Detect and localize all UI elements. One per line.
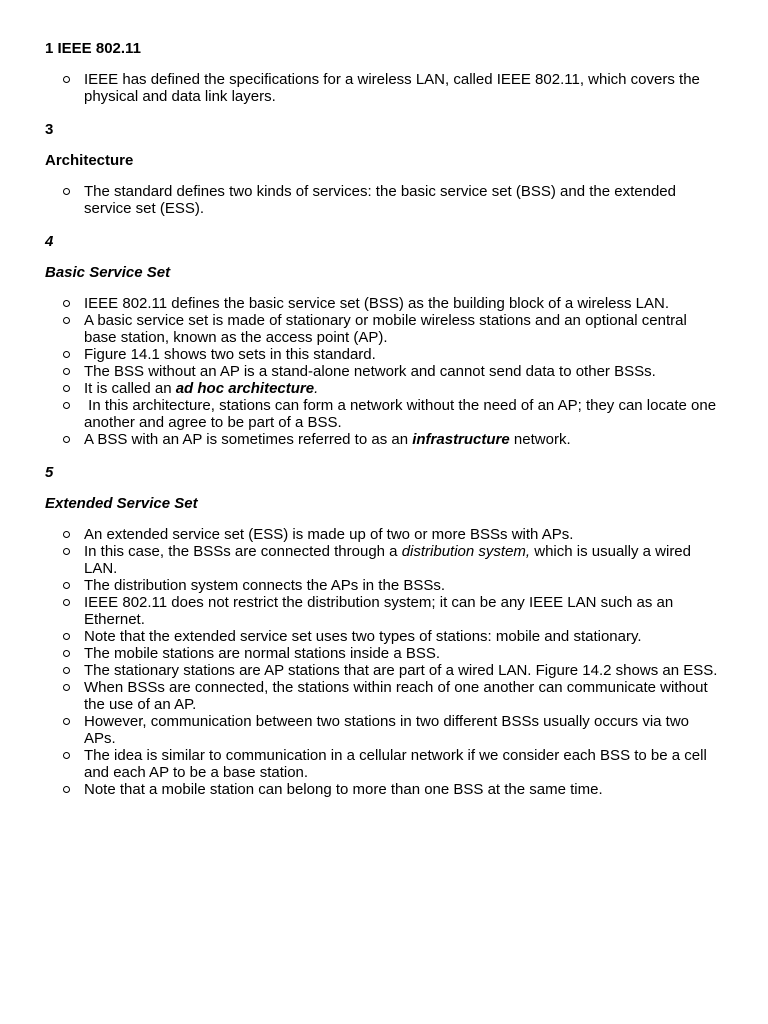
list-item: Figure 14.1 shows two sets in this standard. bbox=[84, 346, 723, 363]
section-heading-extended-service-set: Extended Service Set bbox=[45, 495, 198, 512]
emphasis-ad-hoc-architecture: ad hoc architecture bbox=[175, 380, 315, 397]
list-item-text: A BSS with an AP is sometimes referred to as an bbox=[84, 431, 413, 448]
list-item: Note that the extended service set uses two types of stations: mobile and stationary. bbox=[84, 628, 723, 645]
list-item-text: which is usually a wired LAN. bbox=[84, 543, 691, 577]
list-item bbox=[84, 431, 723, 448]
list-item: An extended service set (ESS) is made up of two or more BSSs with APs. bbox=[84, 526, 723, 543]
list-item-text: In this case, the BSSs are connected through a bbox=[84, 543, 402, 560]
list-item: The stationary stations are AP stations that are part of a wired LAN. Figure 14.2 shows an ESS. bbox=[84, 662, 723, 679]
list-item: However, communication between two stations in two different BSSs usually occurs via two APs. bbox=[84, 713, 723, 747]
list-item-text: network. bbox=[509, 431, 571, 448]
section-heading-ieee-802-11: 1 IEEE 802.11 bbox=[45, 40, 141, 57]
list-item-text: It is called an bbox=[84, 380, 176, 397]
section-number-4: 4 bbox=[45, 233, 54, 250]
list-item-text: . bbox=[314, 380, 319, 397]
emphasis-distribution-system: distribution system, bbox=[401, 543, 531, 560]
bullet-list-ieee bbox=[45, 71, 723, 105]
section-heading-basic-service-set: Basic Service Set bbox=[45, 264, 171, 281]
list-item: The standard defines two kinds of services: the basic service set (BSS) and the extended service set (ESS). bbox=[84, 183, 723, 217]
list-item: When BSSs are connected, the stations within reach of one another can communicate without the use of an AP. bbox=[84, 679, 723, 713]
bullet-list-architecture bbox=[45, 183, 723, 217]
list-item: The BSS without an AP is a stand-alone network and cannot send data to other BSSs. bbox=[84, 363, 723, 380]
list-item: IEEE has defined the specifications for a wireless LAN, called IEEE 802.11, which covers the physical and data link layers. bbox=[84, 71, 723, 105]
section-number-3: 3 bbox=[45, 121, 54, 138]
bullet-list-ess bbox=[45, 526, 723, 798]
list-item bbox=[84, 380, 723, 397]
list-item: In this architecture, stations can form a network without the need of an AP; they can locate one another and agree to be part of a BSS. bbox=[84, 397, 723, 431]
list-item: A basic service set is made of stationary or mobile wireless stations and an optional central base station, known as the access point (AP). bbox=[84, 312, 723, 346]
list-item: The mobile stations are normal stations inside a BSS. bbox=[84, 645, 723, 662]
list-item: IEEE 802.11 does not restrict the distribution system; it can be any IEEE LAN such as an Ethernet. bbox=[84, 594, 723, 628]
list-item bbox=[84, 543, 723, 577]
section-heading-architecture: Architecture bbox=[45, 152, 134, 169]
section-number-5: 5 bbox=[45, 464, 54, 481]
bullet-list-bss bbox=[45, 295, 723, 448]
list-item: IEEE 802.11 defines the basic service set (BSS) as the building block of a wireless LAN. bbox=[84, 295, 723, 312]
list-item: The idea is similar to communication in a cellular network if we consider each BSS to be a cell and each AP to be a base station. bbox=[84, 747, 723, 781]
list-item: The distribution system connects the APs in the BSSs. bbox=[84, 577, 723, 594]
list-item: Note that a mobile station can belong to more than one BSS at the same time. bbox=[84, 781, 723, 798]
emphasis-infrastructure: infrastructure bbox=[412, 431, 510, 448]
